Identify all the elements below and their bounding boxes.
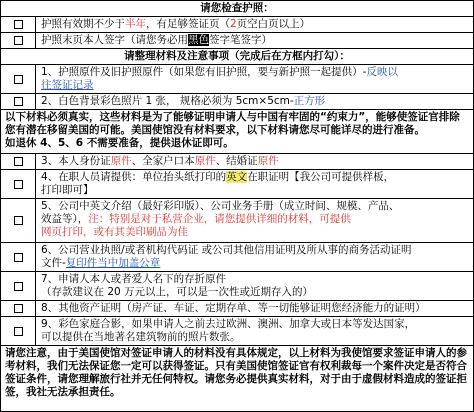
section-title: 请整理材料及注意事项（完成后在方框内打勾）：: [124, 50, 350, 62]
checkbox[interactable]: [14, 180, 23, 189]
checkbox[interactable]: [14, 216, 23, 225]
notice-text: 以下材料必须真实，这些材料是为了能够证明申请人与中国有牢固的“约束力”，能够使签证官排除您有潜在移留美国的可能。美国使馆没有材料要求，以下材料请您尽可能详尽的进行准备。 如退休 4、5、6 不需要准备，提供退休证即可。: [5, 111, 460, 149]
checkbox[interactable]: [14, 20, 23, 29]
checkbox[interactable]: [14, 36, 23, 45]
checkbox[interactable]: [14, 304, 23, 313]
item-text: 8、其他资产证明（房产证、车证、定期存单、等一切能够证明您经济能力的证明）: [41, 302, 426, 314]
item-text: 1、护照原件及旧护照原件（如果您有旧护照，要与新护照一起提供）-反映以 往签证记录: [41, 66, 398, 91]
item-text: 4、在职人员请提供：单位抬头纸打印的英文在职证明【我公司可提供样板， 打印即可】: [41, 171, 395, 196]
checklist-row-family-photo: [1, 317, 473, 346]
item-text: 2、白色背景彩色照片 1 张， 规格必须为 5cm×5cm-正方形: [41, 95, 326, 107]
checklist-row-business-license: [1, 243, 473, 272]
checklist-row-employment: [1, 170, 473, 199]
checkbox-cell[interactable]: [1, 170, 36, 198]
checkbox-cell[interactable]: [1, 243, 36, 271]
section-title: 请您检查护照：: [200, 2, 274, 14]
checkbox-cell[interactable]: [1, 301, 36, 316]
checkbox-cell[interactable]: [1, 33, 36, 48]
item-text: 护照末页本人签字（请您务必用黑色签字笔签字）: [41, 34, 272, 46]
footer-text: 请您注意，由于美国使馆对签证申请人的材料没有具体规定，以上材料为我使馆要求签证申请人的参考材料，我们无法保证您一定可以获得签证。只有美国使馆签证官有权利裁每一个案件决定是否符合签证条件，请您理解旅行社并无任何特权。请您务必提供真实材料，对于由于虚假材料造成的签证拒签，我社无法承担责任。: [5, 347, 467, 398]
item-text: 9、彩色家庭合影，如果申请人之前去过欧洲、澳洲、加拿大或日本等发达国家， 可以提供在当地著名建筑物前的照片数张。: [41, 318, 416, 343]
checklist-row-photo: [1, 94, 473, 110]
checklist-row-passport-validity: [1, 17, 473, 33]
item-text: 6、公司营业执照/或者机构代码证 或公司其他信用证明及所从事的商务活动证明 文件-复印件当中加盖公章: [41, 244, 412, 269]
checkbox-cell[interactable]: [1, 272, 36, 300]
checkbox[interactable]: [14, 97, 23, 106]
checkbox-cell[interactable]: [1, 17, 36, 32]
item-text: 5、公司中英文介绍（最好彩印版）、公司业务手册（成立时间、规模、产品、 效益等），注：特别是对于私营企业，请您提供详细的材料，可提供 网页打印，或有其美印刷品为佳: [41, 200, 400, 238]
item-text: 护照有效期不少于半年，有足够签证页（2页空白页以上）: [41, 18, 311, 30]
item-text: 3、本人身份证原件、全家户口本原件、结婚证原件: [41, 155, 279, 167]
checkbox-cell[interactable]: [1, 94, 36, 109]
checklist-row-passport-original: [1, 65, 473, 94]
checkbox[interactable]: [14, 253, 23, 262]
checkbox[interactable]: [14, 327, 23, 336]
checklist-row-assets: [1, 301, 473, 317]
checkbox[interactable]: [14, 75, 23, 84]
checkbox-cell[interactable]: [1, 154, 36, 169]
checkbox-cell[interactable]: [1, 65, 36, 93]
footer-notice: [1, 346, 473, 411]
section-header-materials: [1, 49, 473, 65]
checkbox[interactable]: [14, 282, 23, 291]
checkbox-cell[interactable]: [1, 317, 36, 345]
checklist-row-id-documents: [1, 154, 473, 170]
item-text: 7、申请人本人或者爱人名下的存折原件 （存款建议在 20 万元以上，可以是一次性或近期存入的）: [41, 273, 314, 298]
checkbox-cell[interactable]: [1, 199, 36, 242]
checklist-row-passport-signature: [1, 33, 473, 49]
notice-block: [1, 110, 473, 154]
section-header-check-passport: [1, 1, 473, 17]
checklist-row-company-intro: [1, 199, 473, 243]
checklist-row-bankbook: [1, 272, 473, 301]
checkbox[interactable]: [14, 157, 23, 166]
